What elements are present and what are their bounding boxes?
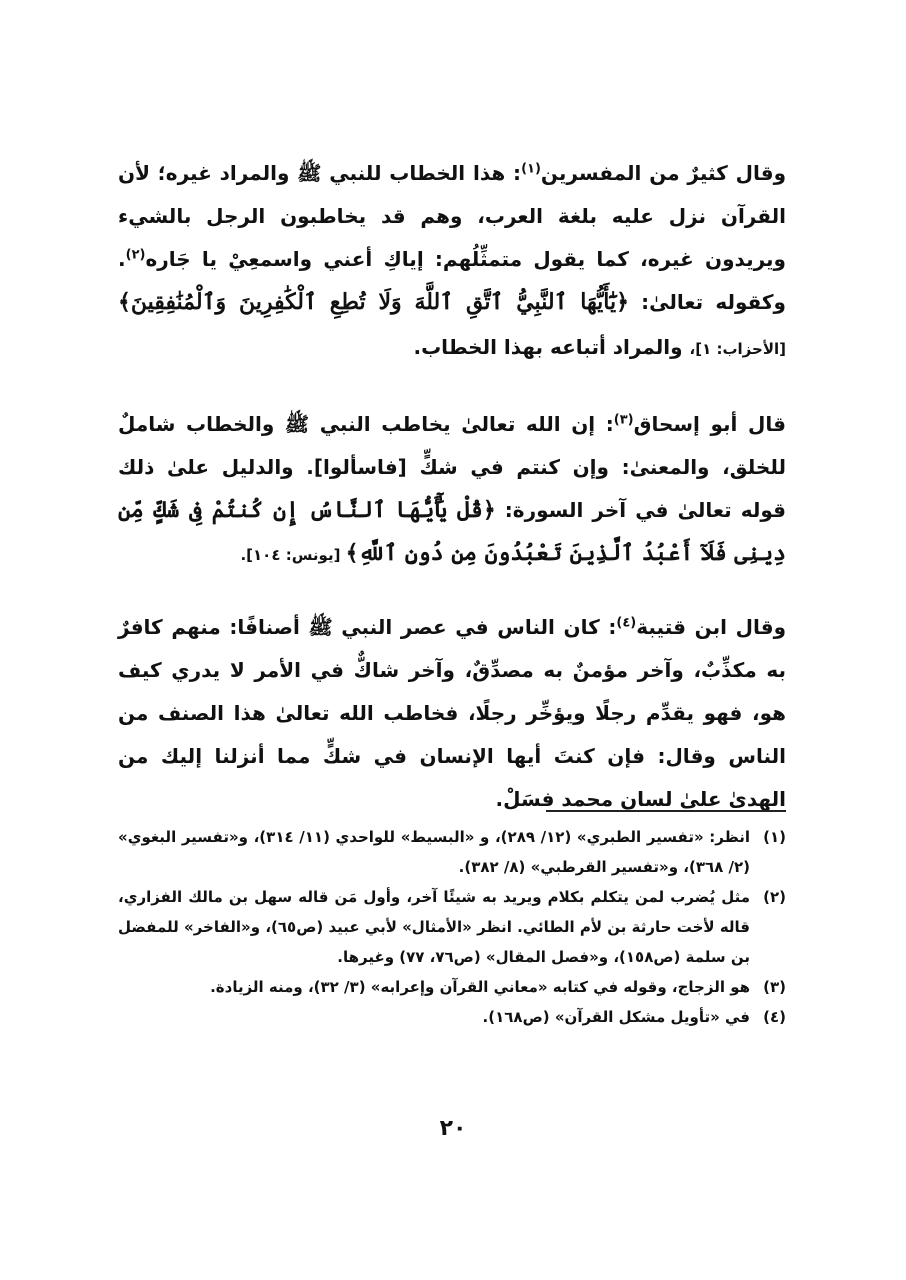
paragraph-3-part-2: : كان الناس في عصر النبي ﷺ أصنافًا: منهم كافرٌ به مكذِّبٌ، وآخر مؤمنٌ به مصدِّقٌ، وآخر شاكٌّ في الأمر لا يدري كيف هو، فهو يقدِّم رجلًا ويؤخِّر رجلًا، فخاطب الله تعالىٰ هذا الصنف من الناس وقال: فإن كنتَ أيها الإنسان في شكٍّ مما أنزلنا إليك من الهدىٰ علىٰ لسان محمد فسَلْ. [118, 615, 786, 811]
paragraph-3 [118, 606, 786, 821]
footnote-2 [118, 882, 786, 972]
quran-verse-ahzab: ﴿يَٰٓأَيُّهَا ٱلنَّبِيُّ ٱتَّقِ ٱللَّهَ وَلَا تُطِعِ ٱلْكَٰفِرِينَ وَٱلْمُنَٰفِقِينَ﴾ [118, 289, 629, 315]
paragraph-3-text [118, 606, 786, 821]
footnote-text: مثل يُضرب لمن يتكلم بكلام ويريد به شيئًا آخر، وأول مَن قاله سهل بن مالك الفزاري، قاله لأخت حارثة بن لأم الطائي. انظر «الأمثال» لأبي عبيد (ص٦٥)، و«الفاخر» للمفضل بن سلمة (ص١٥٨)، و«فصل المقال» (ص٧٦، ٧٧) وغيرها. [118, 888, 750, 966]
footnote-number: (٣) [763, 978, 786, 996]
paragraph-1-part-2: : هذا الخطاب للنبي ﷺ والمراد غيره؛ لأن القرآن نزل عليه بلغة العرب، وهم قد يخاطبون الرجل بالشيء ويريدون غيره، كما يقول متمثِّلُهم: إياكِ أعني واسمعِيْ يا جَاره [118, 161, 786, 271]
page-number: ٢٠ [439, 1116, 467, 1141]
quran-verse-yunus: ﴿قُلْ يَٰٓأَيُّهَا ٱلنَّاسُ إِن كُنتُمْ فِى شَكٍّ مِّن دِينِى فَلَآ أَعْبُدُ ٱلَّذِينَ تَعْبُدُونَ مِن دُونِ ٱللَّهِ﴾ [118, 497, 786, 566]
paragraph-1-part-3: . وكقوله تعالىٰ: [118, 247, 786, 314]
footnote-text: في «تأويل مشكل القرآن» (ص١٦٨). [482, 1008, 750, 1026]
footnote-text: انظر: «تفسير الطبري» (١٢/ ٢٨٩)، و «البسيط» للواحدي (١١/ ٣١٤)، و«تفسير البغوي» (٢/ ٣٦٨)، و«تفسير القرطبي» (٨/ ٣٨٢). [118, 828, 750, 876]
footnote-3 [118, 972, 786, 1002]
footnote-ref-1: (١) [521, 161, 541, 177]
footnote-separator [546, 810, 786, 812]
footnote-ref-4: (٤) [616, 615, 637, 631]
paragraph-3-part-1: وقال ابن قتيبة [636, 615, 786, 639]
verse-citation-ahzab: [الأحزاب: ١]، [689, 340, 786, 358]
footnote-ref-2: (٢) [125, 247, 146, 263]
footnote-number: (٢) [763, 888, 786, 906]
footnote-4 [118, 1002, 786, 1032]
paragraph-2 [118, 403, 786, 577]
paragraph-1-part-1: وقال كثيرٌ من المفسرين [540, 161, 786, 185]
paragraph-1-text [118, 152, 786, 371]
paragraph-1 [118, 152, 786, 371]
footnote-ref-3: (٣) [613, 412, 634, 428]
footnote-number: (١) [763, 828, 786, 846]
footnote-1 [118, 822, 786, 882]
footnotes [118, 822, 786, 1032]
footnote-text: هو الزجاج، وقوله في كتابه «معاني القرآن وإعرابه» (٣/ ٣٢)، ومنه الزيادة. [210, 978, 750, 996]
paragraph-1-part-4: والمراد أتباعه بهذا الخطاب. [413, 335, 690, 359]
paragraph-2-text [118, 403, 786, 577]
paragraph-2-part-2: : إن الله تعالىٰ يخاطب النبي ﷺ والخطاب شاملٌ للخلق، والمعنىٰ: وإن كنتم في شكٍّ [فاسألوا]. والدليل علىٰ ذلك قوله تعالىٰ في آخر السورة: [118, 412, 786, 522]
footnote-number: (٤) [763, 1008, 786, 1026]
verse-citation-yunus: [يونس: ١٠٤]. [240, 546, 346, 564]
paragraph-2-part-1: قال أبو إسحاق [633, 412, 786, 436]
